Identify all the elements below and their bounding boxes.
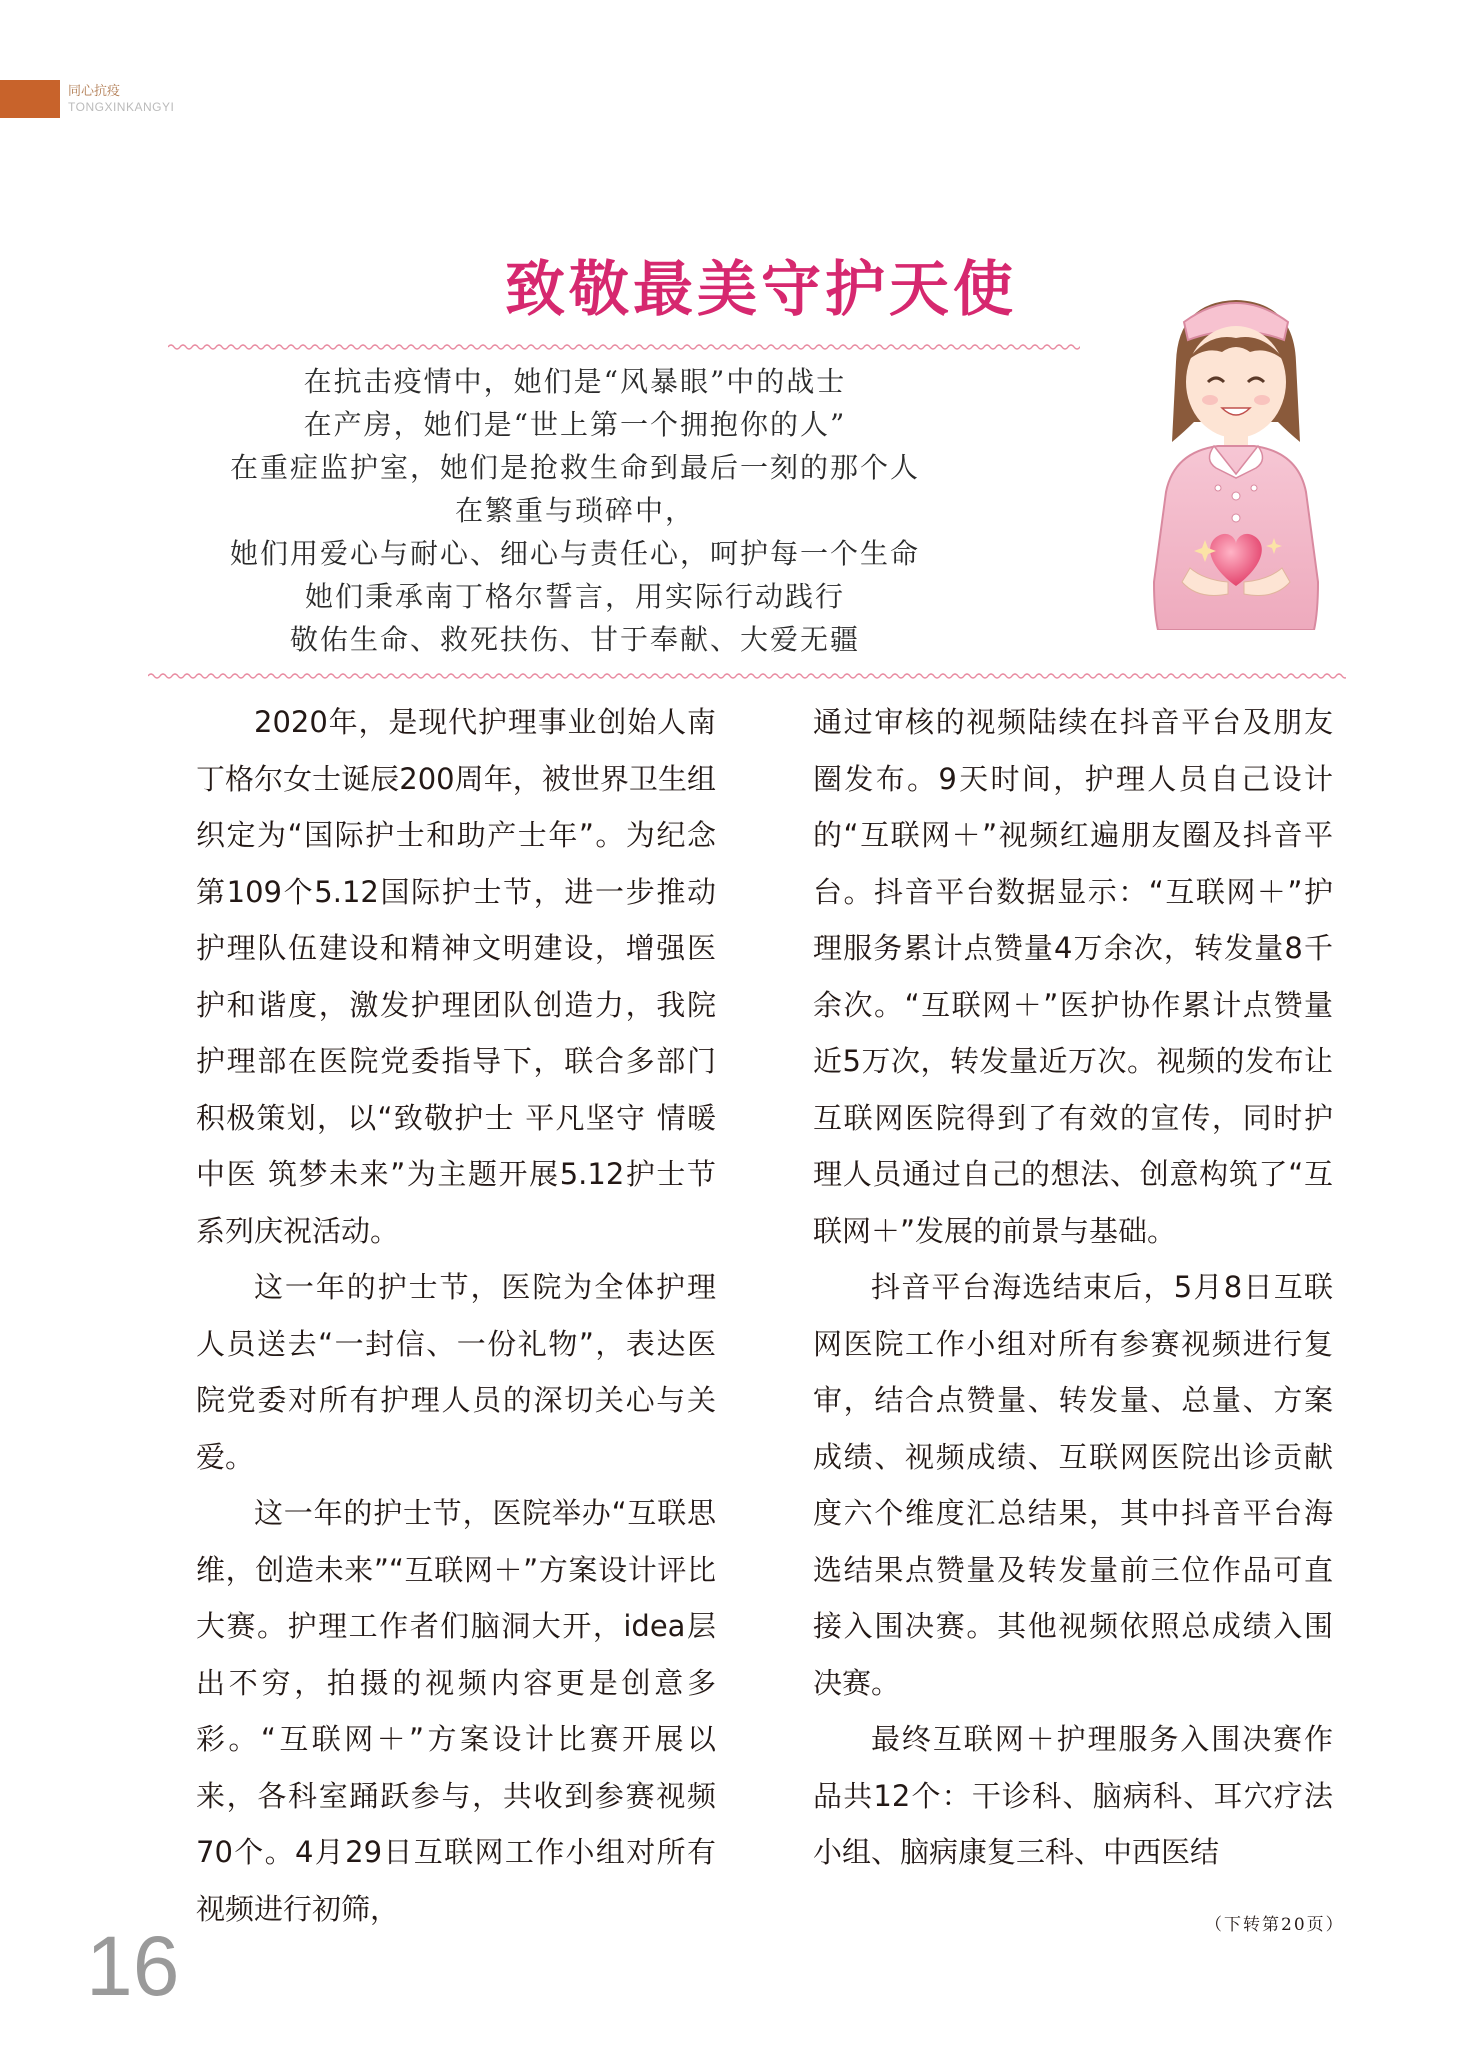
body-paragraph: 抖音平台海选结束后，5月8日互联网医院工作小组对所有参赛视频进行复审，结合点赞量、转发量、总量、方案成绩、视频成绩、互联网医院出诊贡献度六个维度汇总结果，其中抖音平台海选结果点赞量及转发量前三位作品可直接入围决赛。其他视频依照总成绩入围决赛。 — [813, 1270, 1333, 1700]
intro-poem — [170, 360, 980, 661]
poem-line: 敬佑生命、救死扶伤、甘于奉献、大爱无疆 — [289, 623, 860, 656]
body-paragraph: 这一年的护士节，医院为全体护理人员送去“一封信、一份礼物”，表达医院党委对所有护理人员的深切关心与关爱。 — [196, 1270, 716, 1474]
body-paragraph: 最终互联网＋护理服务入围决赛作品共12个：干诊科、脑病科、耳穴疗法小组、脑病康复三科、中西医结 — [813, 1722, 1333, 1869]
top-wavy-divider — [168, 343, 1080, 351]
body-paragraph: 通过审核的视频陆续在抖音平台及朋友圈发布。9天时间，护理人员自己设计的“互联网＋”视频红遍朋友圈及抖音平台。抖音平台数据显示：“互联网＋”护理服务累计点赞量4万余次，转发量8千余次。“互联网＋”医护协作累计点赞量近5万次，转发量近万次。视频的发布让互联网医院得到了有效的宣传，同时护理人员通过自己的想法、创意构筑了“互联网＋”发展的前景与基础。 — [813, 705, 1333, 1248]
continued-on-page-note: （下转第20页） — [1205, 1915, 1345, 1935]
body-paragraph: 这一年的护士节，医院举办“互联思维，创造未来”“互联网＋”方案设计评比大赛。护理工作者们脑洞大开，idea层出不穷，拍摄的视频内容更是创意多彩。“互联网＋”方案设计比赛开展以来，各科室踊跃参与，共收到参赛视频70个。4月29日互联网工作小组对所有视频进行初筛， — [196, 1496, 716, 1926]
body-paragraph: 2020年，是现代护理事业创始人南丁格尔女士诞辰200周年，被世界卫生组织定为“国际护士和助产士年”。为纪念第109个5.12国际护士节，进一步推动护理队伍建设和精神文明建设，增强医护和谐度，激发护理团队创造力，我院护理部在医院党委指导下，联合多部门积极策划，以“致敬护士 平凡坚守 情暖中医 筑梦未来”为主题开展5.12护士节系列庆祝活动。 — [196, 705, 716, 1248]
poem-line: 她们用爱心与耐心、细心与责任心，呵护每一个生命 — [229, 537, 920, 570]
poem-line: 在产房，她们是“世上第一个拥抱你的人” — [303, 408, 847, 441]
poem-line: 在抗击疫情中，她们是“风暴眼”中的战士 — [303, 365, 847, 398]
poem-line: 她们秉承南丁格尔誓言，用实际行动践行 — [304, 580, 845, 613]
bottom-wavy-divider — [148, 672, 1346, 680]
poem-line: 在繁重与琐碎中， — [454, 494, 695, 527]
section-name-cn: 同心抗疫 — [68, 84, 121, 99]
section-color-tab — [0, 80, 60, 118]
body-column-left — [196, 694, 716, 1937]
section-name-en: TONGXINKANGYI — [68, 100, 175, 114]
page-title: 致敬最美守护天使 — [505, 255, 1017, 325]
nurse-holding-heart-illustration — [1118, 282, 1354, 630]
body-column-right — [813, 694, 1333, 1881]
page-number: 16 — [86, 1919, 180, 2013]
poem-line: 在重症监护室，她们是抢救生命到最后一刻的那个人 — [229, 451, 920, 484]
